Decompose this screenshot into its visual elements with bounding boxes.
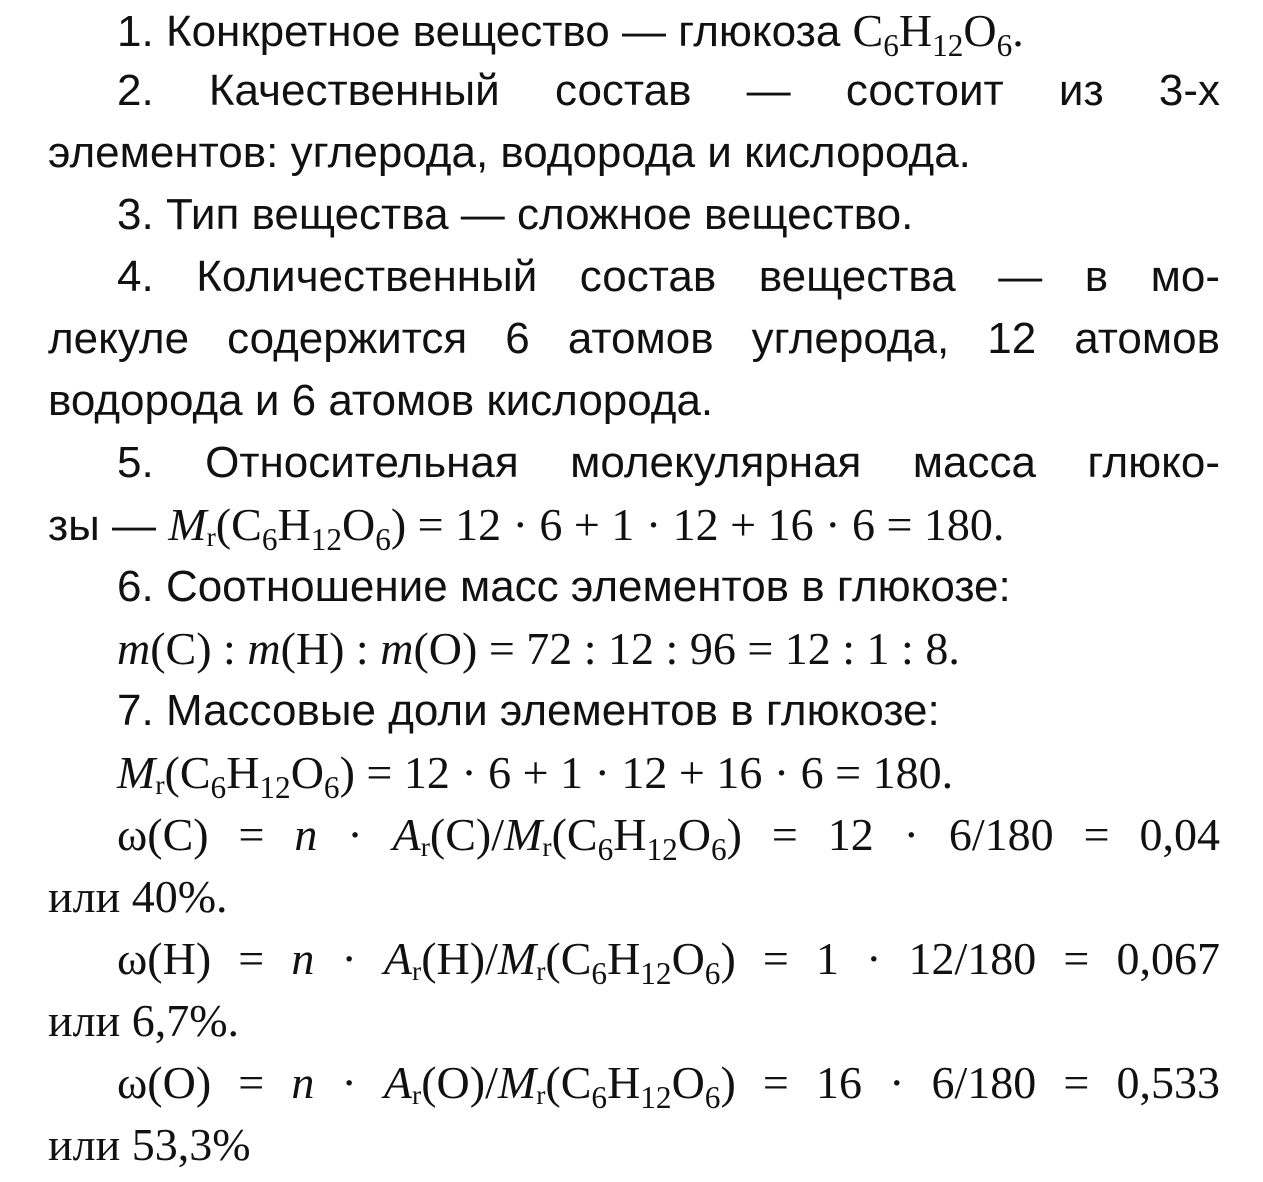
- item-text: Количественный состав вещества — в мо-: [196, 252, 1220, 301]
- item-number: 4.: [117, 252, 154, 301]
- molar-mass-formula: $Mr(C_6H_{12}O_6) = 12 \cdot 6 + 1 \cdot 12 + 16 \cdot 6 = 180$.: [168, 499, 1005, 557]
- item-text: Относительная молекулярная масса глюко-: [205, 438, 1220, 487]
- item-text: элементов: углерода, водорода и кислорода.: [48, 128, 971, 177]
- item-7-line-1: [117, 680, 1220, 742]
- item-5-line-2: [48, 494, 1220, 556]
- item-2-line-1: [117, 60, 1220, 122]
- mass-fraction-oxygen-result: или 53,3%: [48, 1119, 251, 1170]
- mass-fraction-carbon: $\omega(C) = n \cdot Ar(C)/Mr(C_6H_{12}O_6) = 12 \cdot 6/180 = 0,04$: [117, 809, 1220, 867]
- mass-fraction-hydrogen: $\omega(H) = n \cdot Ar(H)/Mr(C_6H_{12}O_6) = 1 \cdot 12/180 = 0,067$: [117, 933, 1220, 991]
- item-5-line-1: [117, 432, 1220, 494]
- item-text: Соотношение масс элементов в глюкозе:: [165, 562, 1011, 611]
- item-6-line-1: [117, 556, 1220, 618]
- item-text: Тип вещества — сложное вещество.: [165, 190, 914, 239]
- mass-fraction-oxygen: $\omega(O) = n \cdot Ar(O)/Mr(C_6H_{12}O_6) = 16 \cdot 6/180 = 0,533$: [117, 1057, 1220, 1115]
- item-number: 2.: [117, 66, 154, 115]
- item-4-line-3: [48, 370, 1220, 432]
- item-text: лекуле содержится 6 атомов углерода, 12 атомов: [48, 314, 1220, 363]
- item-number: 5.: [117, 438, 154, 487]
- item-4-line-1: [117, 246, 1220, 308]
- item-number: 1.: [117, 7, 154, 56]
- item-text: зы —: [48, 501, 157, 550]
- item-number: 3.: [117, 190, 154, 239]
- item-4-line-2: [48, 308, 1220, 370]
- item-3: [117, 184, 1220, 246]
- molar-mass-formula-2: $Mr(C_6H_{12}O_6) = 12 \cdot 6 + 1 \cdot 12 + 16 \cdot 6 = 180$.: [117, 747, 954, 805]
- glucose-formula: $C_6H_{12}O_6$.: [852, 5, 1024, 63]
- item-number: 7.: [117, 686, 154, 735]
- item-number: 6.: [117, 562, 154, 611]
- item-text: водорода и 6 атомов кислорода.: [48, 376, 714, 425]
- mass-fraction-hydrogen-result: или 6,7%.: [48, 995, 240, 1046]
- mass-fraction-carbon-result: или 40%.: [48, 871, 228, 922]
- item-text: Качественный состав — состоит из 3-х: [208, 66, 1220, 115]
- item-text: Конкретное вещество — глюкоза: [165, 7, 841, 56]
- item-1: [117, 0, 1220, 62]
- item-text: Массовые доли элементов в глюкозе:: [165, 686, 940, 735]
- mass-ratio-formula: m(C) : m(H) : m(O) = 72 : 12 : 96 = 12 : 1 : 8.: [117, 623, 960, 674]
- item-2-line-2: [48, 122, 1220, 184]
